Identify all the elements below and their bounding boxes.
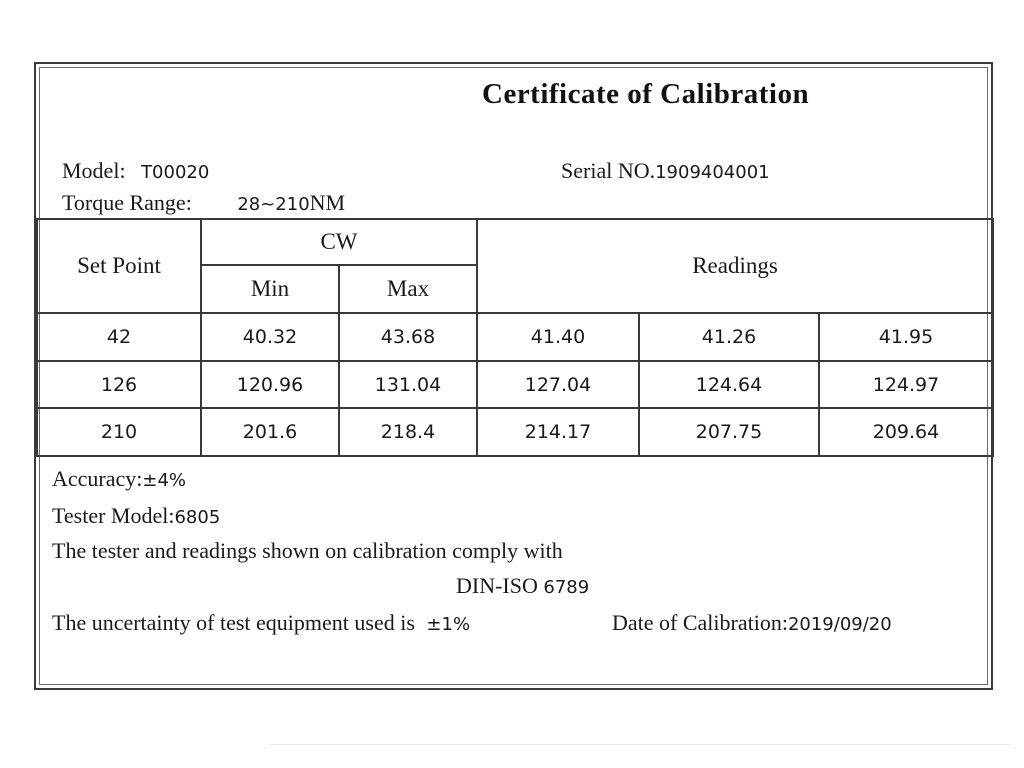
min-cell: 120.96: [201, 361, 339, 408]
max-cell: 43.68: [339, 313, 477, 361]
calibration-date-line: [612, 610, 892, 636]
accuracy-label: Accuracy:: [52, 466, 143, 491]
set-point-cell: 42: [37, 313, 201, 361]
standard-number: 6789: [543, 577, 590, 598]
min-cell: 201.6: [201, 408, 339, 456]
min-header: Min: [201, 265, 339, 313]
model-value: T00020: [141, 162, 210, 183]
max-cell: 218.4: [339, 408, 477, 456]
uncertainty-value: ±1%: [426, 614, 471, 635]
reading-cell: 41.40: [477, 313, 639, 361]
set-point-cell: 210: [37, 408, 201, 456]
uncertainty-text: The uncertainty of test equipment used is: [52, 610, 415, 635]
model-line: [62, 158, 209, 184]
tester-model-line: [52, 503, 220, 529]
compliance-text: The tester and readings shown on calibration comply with: [52, 538, 563, 563]
reading-cell: 207.75: [639, 408, 819, 456]
uncertainty-line: [52, 610, 470, 636]
torque-range-unit: NM: [309, 190, 346, 215]
reading-cell: 124.64: [639, 361, 819, 408]
tester-model-value: 6805: [174, 507, 221, 528]
set-point-cell: 126: [37, 361, 201, 408]
serial-label: Serial NO.: [561, 158, 656, 183]
certificate-title: Certificate of Calibration: [482, 78, 810, 110]
calibration-date-value: 2019/09/20: [787, 614, 892, 635]
torque-range-line: [62, 190, 345, 216]
reading-cell: 41.95: [819, 313, 993, 361]
scan-artifact-line: [270, 744, 1010, 745]
reading-cell: 41.26: [639, 313, 819, 361]
torque-range-label: Torque Range:: [62, 190, 192, 215]
table-row: [37, 408, 993, 456]
table-header-row: [37, 219, 993, 265]
min-cell: 40.32: [201, 313, 339, 361]
standard-prefix: DIN-ISO: [456, 573, 538, 598]
max-cell: 131.04: [339, 361, 477, 408]
table-row: [37, 361, 993, 408]
reading-cell: 209.64: [819, 408, 993, 456]
cw-header: CW: [201, 219, 477, 265]
max-header: Max: [339, 265, 477, 313]
torque-range-value: 28~210: [237, 194, 310, 215]
standard-line: [456, 573, 589, 599]
reading-cell: 127.04: [477, 361, 639, 408]
model-label: Model:: [62, 158, 126, 183]
reading-cell: 214.17: [477, 408, 639, 456]
calibration-date-label: Date of Calibration:: [612, 610, 788, 635]
reading-cell: 124.97: [819, 361, 993, 408]
tester-model-label: Tester Model:: [52, 503, 175, 528]
calibration-table: [36, 218, 994, 457]
accuracy-value: ±4%: [142, 470, 187, 491]
table-row: [37, 313, 993, 361]
serial-line: [561, 158, 770, 184]
set-point-header: Set Point: [37, 219, 201, 313]
accuracy-line: [52, 466, 186, 492]
readings-header: Readings: [477, 219, 993, 313]
serial-value: 1909404001: [655, 162, 770, 183]
